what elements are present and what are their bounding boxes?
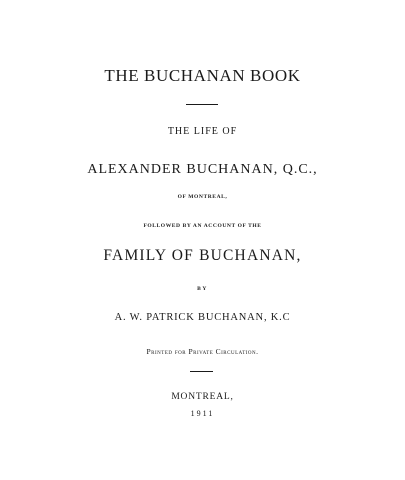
- by-line: BY: [197, 286, 208, 292]
- author-name: A. W. PATRICK BUCHANAN, K.C: [114, 312, 291, 323]
- of-place-line: OF MONTREAL,: [177, 194, 228, 200]
- main-title: THE BUCHANAN BOOK: [104, 66, 301, 85]
- family-title: FAMILY OF BUCHANAN,: [103, 247, 302, 264]
- title-rule: [186, 104, 218, 105]
- subject-name: ALEXANDER BUCHANAN, Q.C.,: [87, 162, 318, 177]
- printed-note: Printed for Private Circulation.: [146, 347, 259, 356]
- imprint-year: 1911: [190, 409, 215, 418]
- imprint-city: MONTREAL,: [171, 392, 234, 402]
- followed-by-line: FOLLOWED BY AN ACCOUNT OF THE: [143, 223, 262, 229]
- imprint-rule: [190, 371, 213, 372]
- life-of-line: THE LIFE OF: [167, 126, 238, 137]
